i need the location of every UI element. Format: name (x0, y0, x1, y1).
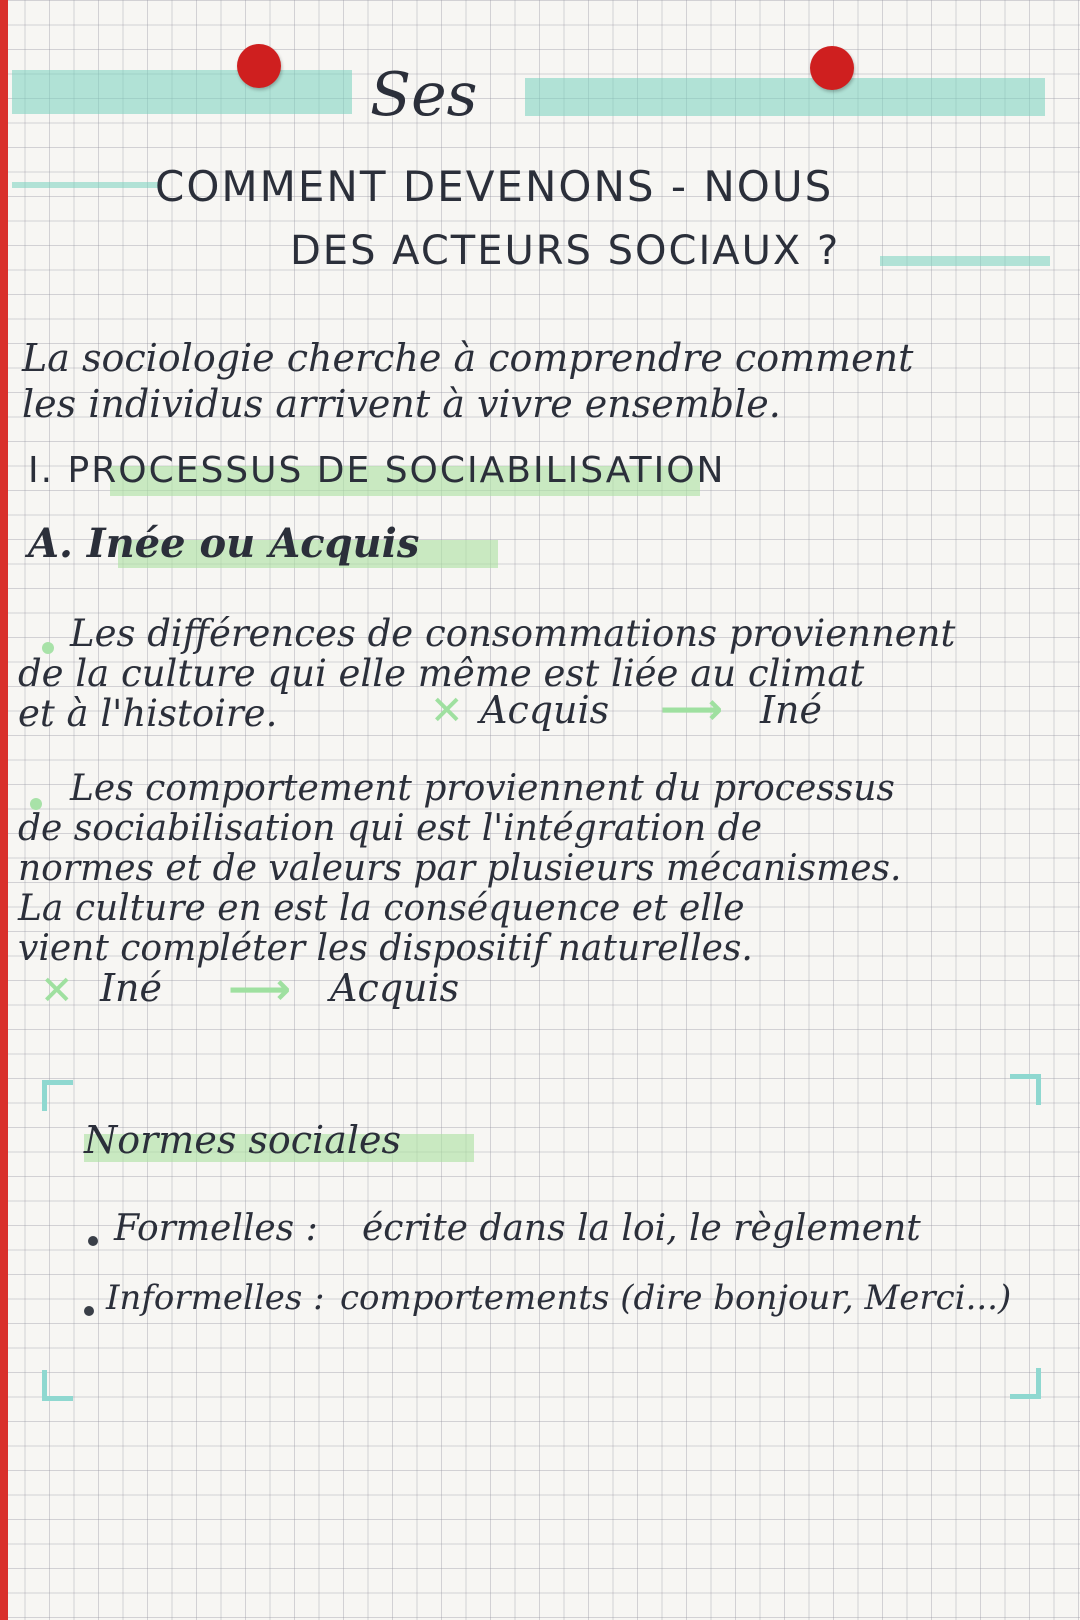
cross-icon: ✕ (40, 968, 74, 1014)
title-highlight-left (12, 70, 352, 114)
para2-line-2: de sociabilisation qui est l'intégration de (18, 808, 762, 849)
bullet-icon (84, 1306, 94, 1316)
question-underline-right (880, 256, 1050, 266)
para2-line-1: Les comportement proviennent du processus (70, 768, 895, 809)
red-pin-icon (810, 46, 854, 90)
title-highlight-right (525, 78, 1045, 116)
para1-line-2: de la culture qui elle même est liée au climat (18, 652, 865, 695)
para2-line-3: normes et de valeurs par plusieurs mécanismes. (18, 848, 902, 889)
red-pin-icon (237, 44, 281, 88)
arrow-right-icon: ⟶ (660, 684, 724, 735)
intro-line-1: La sociologie cherche à comprendre comment (22, 336, 914, 380)
para2-right-term: Acquis (330, 966, 460, 1010)
para2-left-term: Iné (100, 966, 162, 1010)
box-heading: Normes sociales (84, 1118, 402, 1162)
question-line-2: DES ACTEURS SOCIAUX ? (290, 228, 841, 274)
box-corner-top-right (1010, 1074, 1041, 1105)
box-item2-text: comportements (dire bonjour, Merci...) (340, 1278, 1012, 1318)
box-item1-text: écrite dans la loi, le règlement (362, 1208, 921, 1249)
box-item1-label: Formelles : (114, 1208, 318, 1249)
box-corner-top-left (42, 1080, 73, 1111)
cross-icon: ✕ (430, 688, 464, 734)
bullet-icon (88, 1236, 98, 1246)
intro-line-2: les individus arrivent à vivre ensemble. (22, 382, 781, 426)
page-title: Ses (370, 60, 478, 130)
para1-left-term: Acquis (480, 688, 610, 732)
para1-right-term: Iné (760, 688, 822, 732)
question-line-1: COMMENT DEVENONS - NOUS (155, 162, 834, 211)
box-item2-label: Informelles : (106, 1278, 325, 1318)
para1-line-1: Les différences de consommations proviennent (70, 612, 956, 655)
red-margin-line (0, 0, 8, 1620)
para1-line-3: et à l'histoire. (18, 692, 278, 735)
box-corner-bottom-right (1010, 1368, 1041, 1399)
section-1-title: I. PROCESSUS DE SOCIABILISATION (28, 450, 726, 491)
box-corner-bottom-left (42, 1370, 73, 1401)
subsection-a-title: A. Inée ou Acquis (28, 520, 420, 567)
para2-line-4: La culture en est la conséquence et elle (18, 888, 745, 929)
arrow-right-icon: ⟶ (228, 964, 292, 1015)
question-underline-left (12, 182, 162, 188)
para2-line-5: vient compléter les dispositif naturelles. (18, 928, 753, 969)
